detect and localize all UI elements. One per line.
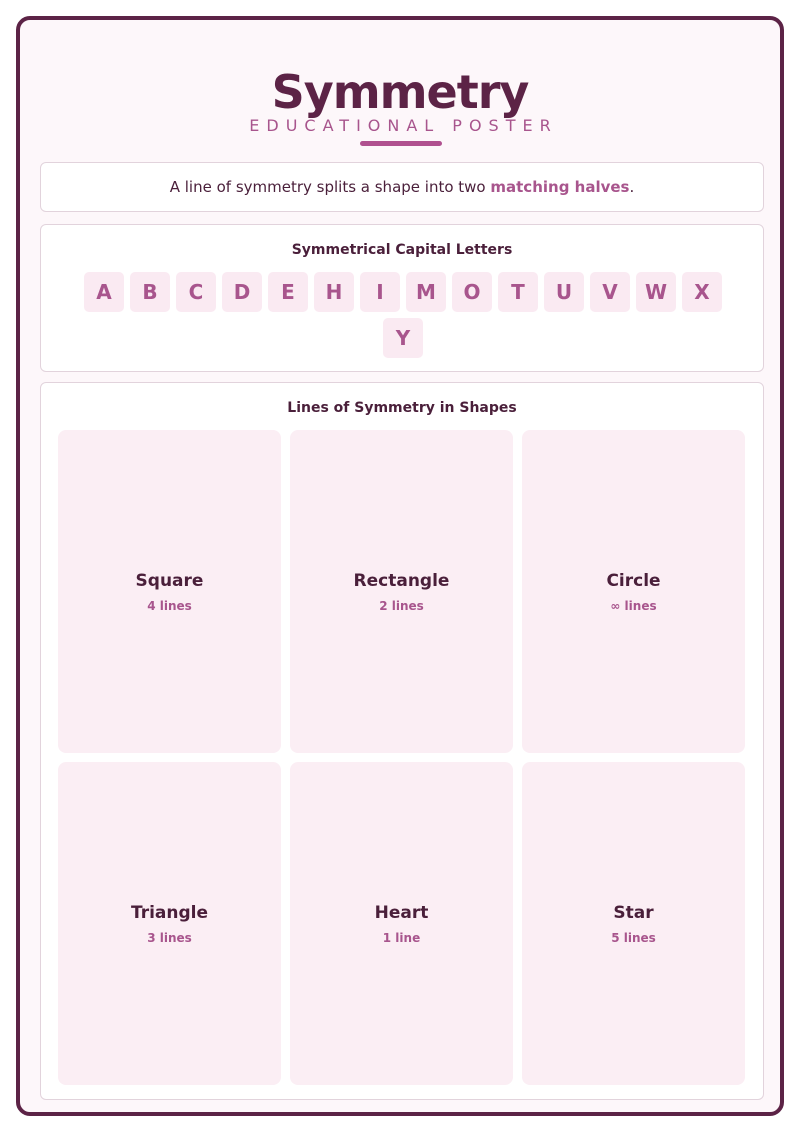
- shape-lines-count: 4 lines: [147, 598, 192, 613]
- shapes-grid: [58, 430, 745, 1085]
- intro-text-before: A line of symmetry splits a shape into two: [169, 178, 491, 196]
- shape-tile-circle: [522, 430, 745, 753]
- letters-grid: [77, 272, 729, 358]
- title-underline: [360, 141, 442, 146]
- poster-subtitle: EDUCATIONAL POSTER: [249, 116, 558, 135]
- shape-tile-square: [58, 430, 281, 753]
- letter-tile: Y: [383, 318, 423, 358]
- shape-tile-heart: [290, 762, 513, 1085]
- letter-tile: D: [222, 272, 262, 312]
- letter-tile: O: [452, 272, 492, 312]
- letters-section-title: Symmetrical Capital Letters: [291, 242, 513, 258]
- letter-tile: M: [406, 272, 446, 312]
- shapes-section: [40, 382, 764, 1100]
- intro-text-after: .: [629, 178, 635, 196]
- shape-name: Triangle: [130, 902, 209, 923]
- letter-tile: W: [636, 272, 676, 312]
- letter-tile: C: [176, 272, 216, 312]
- shapes-section-title: Lines of Symmetry in Shapes: [287, 400, 517, 416]
- letter-tile: I: [360, 272, 400, 312]
- shape-name: Rectangle: [353, 570, 450, 591]
- intro-highlight: matching halves: [490, 178, 630, 196]
- shape-lines-count: 3 lines: [147, 930, 192, 945]
- shape-lines-count: ∞ lines: [610, 598, 657, 613]
- letter-tile: V: [590, 272, 630, 312]
- shape-lines-count: 2 lines: [379, 598, 424, 613]
- letter-tile: H: [314, 272, 354, 312]
- letter-tile: U: [544, 272, 584, 312]
- letter-tile: T: [498, 272, 538, 312]
- letters-section: [40, 224, 764, 372]
- shape-lines-count: 1 line: [382, 930, 421, 945]
- shape-tile-triangle: [58, 762, 281, 1085]
- poster-title: Symmetry: [271, 65, 529, 119]
- poster: [16, 16, 784, 1116]
- shape-tile-rectangle: [290, 430, 513, 753]
- shape-name: Square: [135, 570, 204, 591]
- shape-lines-count: 5 lines: [611, 930, 656, 945]
- letter-tile: B: [130, 272, 170, 312]
- shape-name: Heart: [374, 902, 429, 923]
- letter-tile: E: [268, 272, 308, 312]
- letter-tile: X: [682, 272, 722, 312]
- shape-name: Circle: [606, 570, 661, 591]
- shape-tile-star: [522, 762, 745, 1085]
- intro-card: [40, 162, 764, 212]
- letter-tile: A: [84, 272, 124, 312]
- intro-text: [170, 178, 635, 196]
- shape-name: Star: [613, 902, 654, 923]
